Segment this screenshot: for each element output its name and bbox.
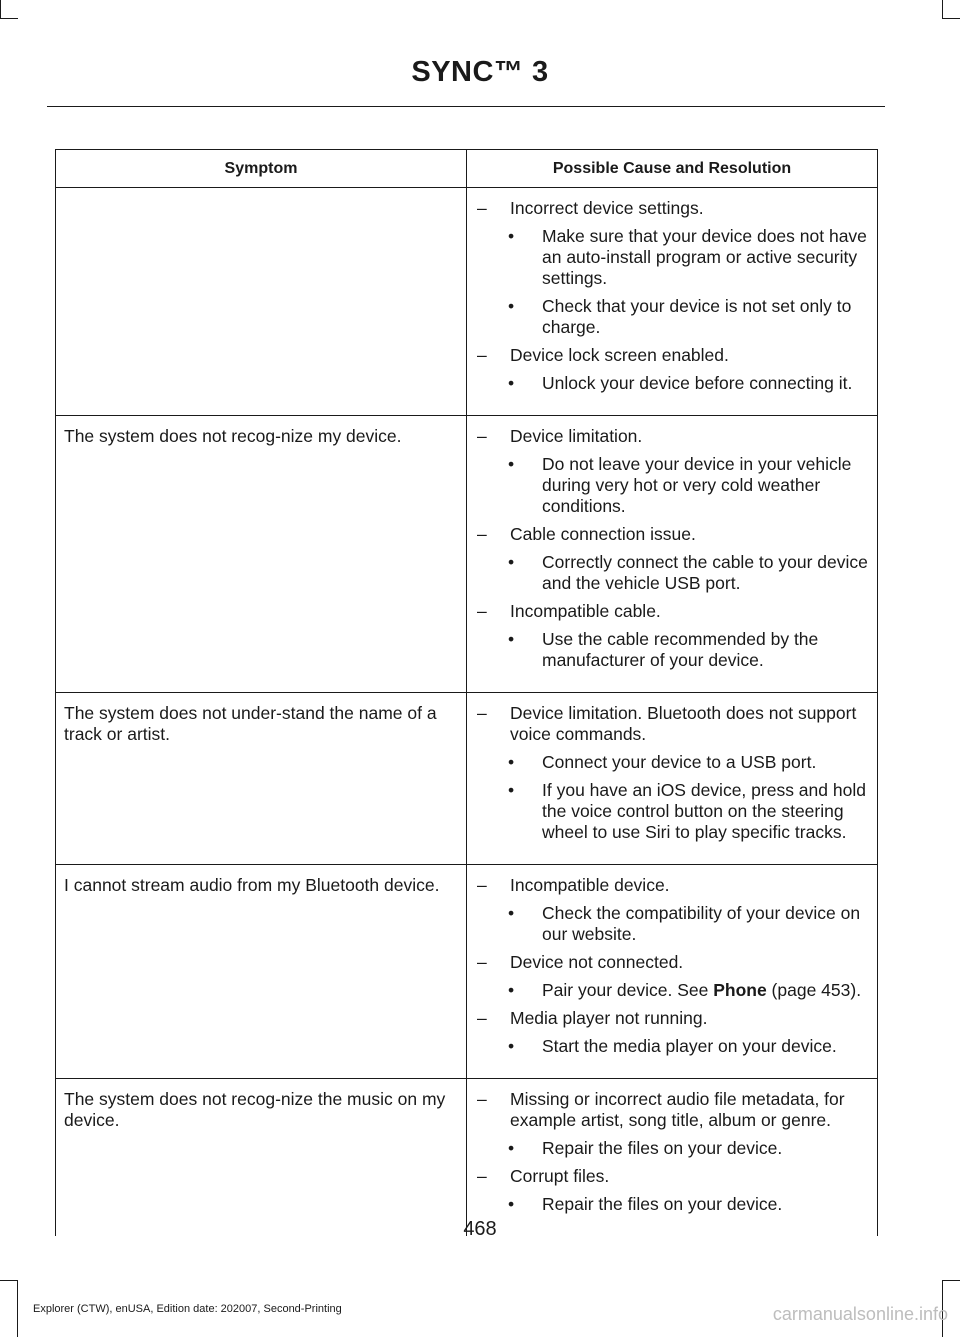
cause-item — [475, 1008, 869, 1029]
cause-text: Device not connected. — [510, 952, 684, 972]
dash-marker: – — [477, 198, 487, 218]
cause-text: Cable connection issue. — [510, 524, 696, 544]
cause-cell — [467, 865, 878, 1079]
cross-reference-link[interactable]: Phone — [713, 980, 767, 1000]
cause-column-header: Possible Cause and Resolution — [467, 150, 878, 188]
resolution-item — [508, 454, 869, 517]
bullet-marker: • — [508, 1036, 515, 1056]
cause-item — [475, 345, 869, 366]
bullet-marker: • — [508, 1138, 515, 1158]
page-title: SYNC™ 3 — [411, 56, 549, 88]
resolution-text — [542, 980, 869, 1001]
resolution-text: Use the cable recommended by the manufacturer of your device. — [542, 629, 819, 670]
resolution-text: If you have an iOS device, press and hold the voice control button on the steering wheel to use Siri to play specific tracks. — [542, 780, 866, 842]
bullet-marker: • — [508, 980, 515, 1000]
table-row — [56, 416, 878, 693]
cause-item — [475, 952, 869, 973]
bullet-marker: • — [508, 296, 515, 316]
crop-mark-bottom-left — [0, 1280, 18, 1281]
crop-mark-top-left-h — [0, 18, 18, 19]
dash-marker: – — [477, 875, 487, 895]
cause-text: Incorrect device settings. — [510, 198, 704, 218]
dash-marker: – — [477, 1008, 487, 1028]
resolution-text: Repair the files on your device. — [542, 1138, 783, 1158]
table-row — [56, 693, 878, 865]
cause-item — [475, 875, 869, 896]
cause-text: Incompatible device. — [510, 875, 670, 895]
resolution-item — [508, 1194, 869, 1215]
table-body — [56, 188, 878, 1237]
resolution-item — [508, 226, 869, 289]
cause-text: Incompatible cable. — [510, 601, 661, 621]
resolution-item — [508, 903, 869, 945]
cause-text: Device lock screen enabled. — [510, 345, 729, 365]
resolution-item — [508, 980, 869, 1001]
resolution-text-pre: Pair your device. See — [542, 980, 714, 1000]
cause-item — [475, 198, 869, 219]
cause-text: Corrupt files. — [510, 1166, 610, 1186]
table-row — [56, 865, 878, 1079]
bullet-marker: • — [508, 552, 515, 572]
bullet-marker: • — [508, 454, 515, 474]
resolution-text: Unlock your device before connecting it. — [542, 373, 853, 393]
cause-item — [475, 524, 869, 545]
symptom-cell: The system does not recog-nize my device. — [56, 416, 467, 693]
resolution-text: Check the compatibility of your device on our website. — [542, 903, 861, 944]
resolution-item — [508, 780, 869, 843]
resolution-item — [508, 1138, 869, 1159]
cause-item — [475, 426, 869, 447]
dash-marker: – — [477, 601, 487, 621]
bullet-marker: • — [508, 752, 515, 772]
troubleshooting-table — [55, 149, 878, 1236]
bullet-marker: • — [508, 780, 515, 800]
cause-cell — [467, 1079, 878, 1237]
cause-item — [475, 703, 869, 745]
cause-item — [475, 1166, 869, 1187]
header-divider — [47, 106, 885, 107]
symptom-cell: I cannot stream audio from my Bluetooth device. — [56, 865, 467, 1079]
symptom-cell — [56, 188, 467, 416]
dash-marker: – — [477, 345, 487, 365]
resolution-text: Connect your device to a USB port. — [542, 752, 817, 772]
cause-item — [475, 1089, 869, 1131]
cause-text: Media player not running. — [510, 1008, 708, 1028]
dash-marker: – — [477, 703, 487, 723]
crop-mark-bottom-left-v — [17, 1280, 18, 1337]
resolution-text: Correctly connect the cable to your device and the vehicle USB port. — [542, 552, 868, 593]
cause-cell — [467, 188, 878, 416]
cause-text: Device limitation. — [510, 426, 643, 446]
site-watermark: carmanualsonline.info — [772, 1304, 948, 1324]
resolution-text: Repair the files on your device. — [542, 1194, 783, 1214]
cause-text: Missing or incorrect audio file metadata, for example artist, song title, album or genre. — [510, 1089, 845, 1130]
resolution-text: Make sure that your device does not have an auto-install program or active security settings. — [542, 226, 867, 288]
symptom-column-header: Symptom — [56, 150, 467, 188]
symptom-cell: The system does not recog-nize the music on my device. — [56, 1079, 467, 1237]
footer-edition-info: Explorer (CTW), enUSA, Edition date: 202007, Second-Printing — [33, 1303, 342, 1315]
resolution-item — [508, 1036, 869, 1057]
bullet-marker: • — [508, 903, 515, 923]
bullet-marker: • — [508, 373, 515, 393]
cause-text: Device limitation. Bluetooth does not support voice commands. — [510, 703, 857, 744]
crop-mark-top-left — [0, 0, 1, 18]
table-row — [56, 1079, 878, 1237]
table-header-row — [56, 150, 878, 188]
dash-marker: – — [477, 1089, 487, 1109]
table-row — [56, 188, 878, 416]
resolution-item — [508, 629, 869, 671]
cause-item — [475, 601, 869, 622]
crop-mark-bottom-right — [942, 1280, 960, 1281]
bullet-marker: • — [508, 1194, 515, 1214]
resolution-text: Start the media player on your device. — [542, 1036, 837, 1056]
cause-cell — [467, 693, 878, 865]
dash-marker: – — [477, 952, 487, 972]
resolution-item — [508, 552, 869, 594]
resolution-item — [508, 752, 869, 773]
crop-mark-top-right-v — [942, 0, 943, 18]
resolution-text-post: (page 453). — [766, 980, 862, 1000]
dash-marker: – — [477, 1166, 487, 1186]
resolution-text: Check that your device is not set only to charge. — [542, 296, 852, 337]
dash-marker: – — [477, 524, 487, 544]
dash-marker: – — [477, 426, 487, 446]
resolution-item — [508, 373, 869, 394]
resolution-item — [508, 296, 869, 338]
crop-mark-top-right — [942, 18, 960, 19]
page-number: 468 — [463, 1218, 497, 1240]
symptom-cell: The system does not under-stand the name of a track or artist. — [56, 693, 467, 865]
bullet-marker: • — [508, 629, 515, 649]
resolution-text: Do not leave your device in your vehicle during very hot or very cold weather conditions. — [542, 454, 852, 516]
bullet-marker: • — [508, 226, 515, 246]
cause-cell — [467, 416, 878, 693]
